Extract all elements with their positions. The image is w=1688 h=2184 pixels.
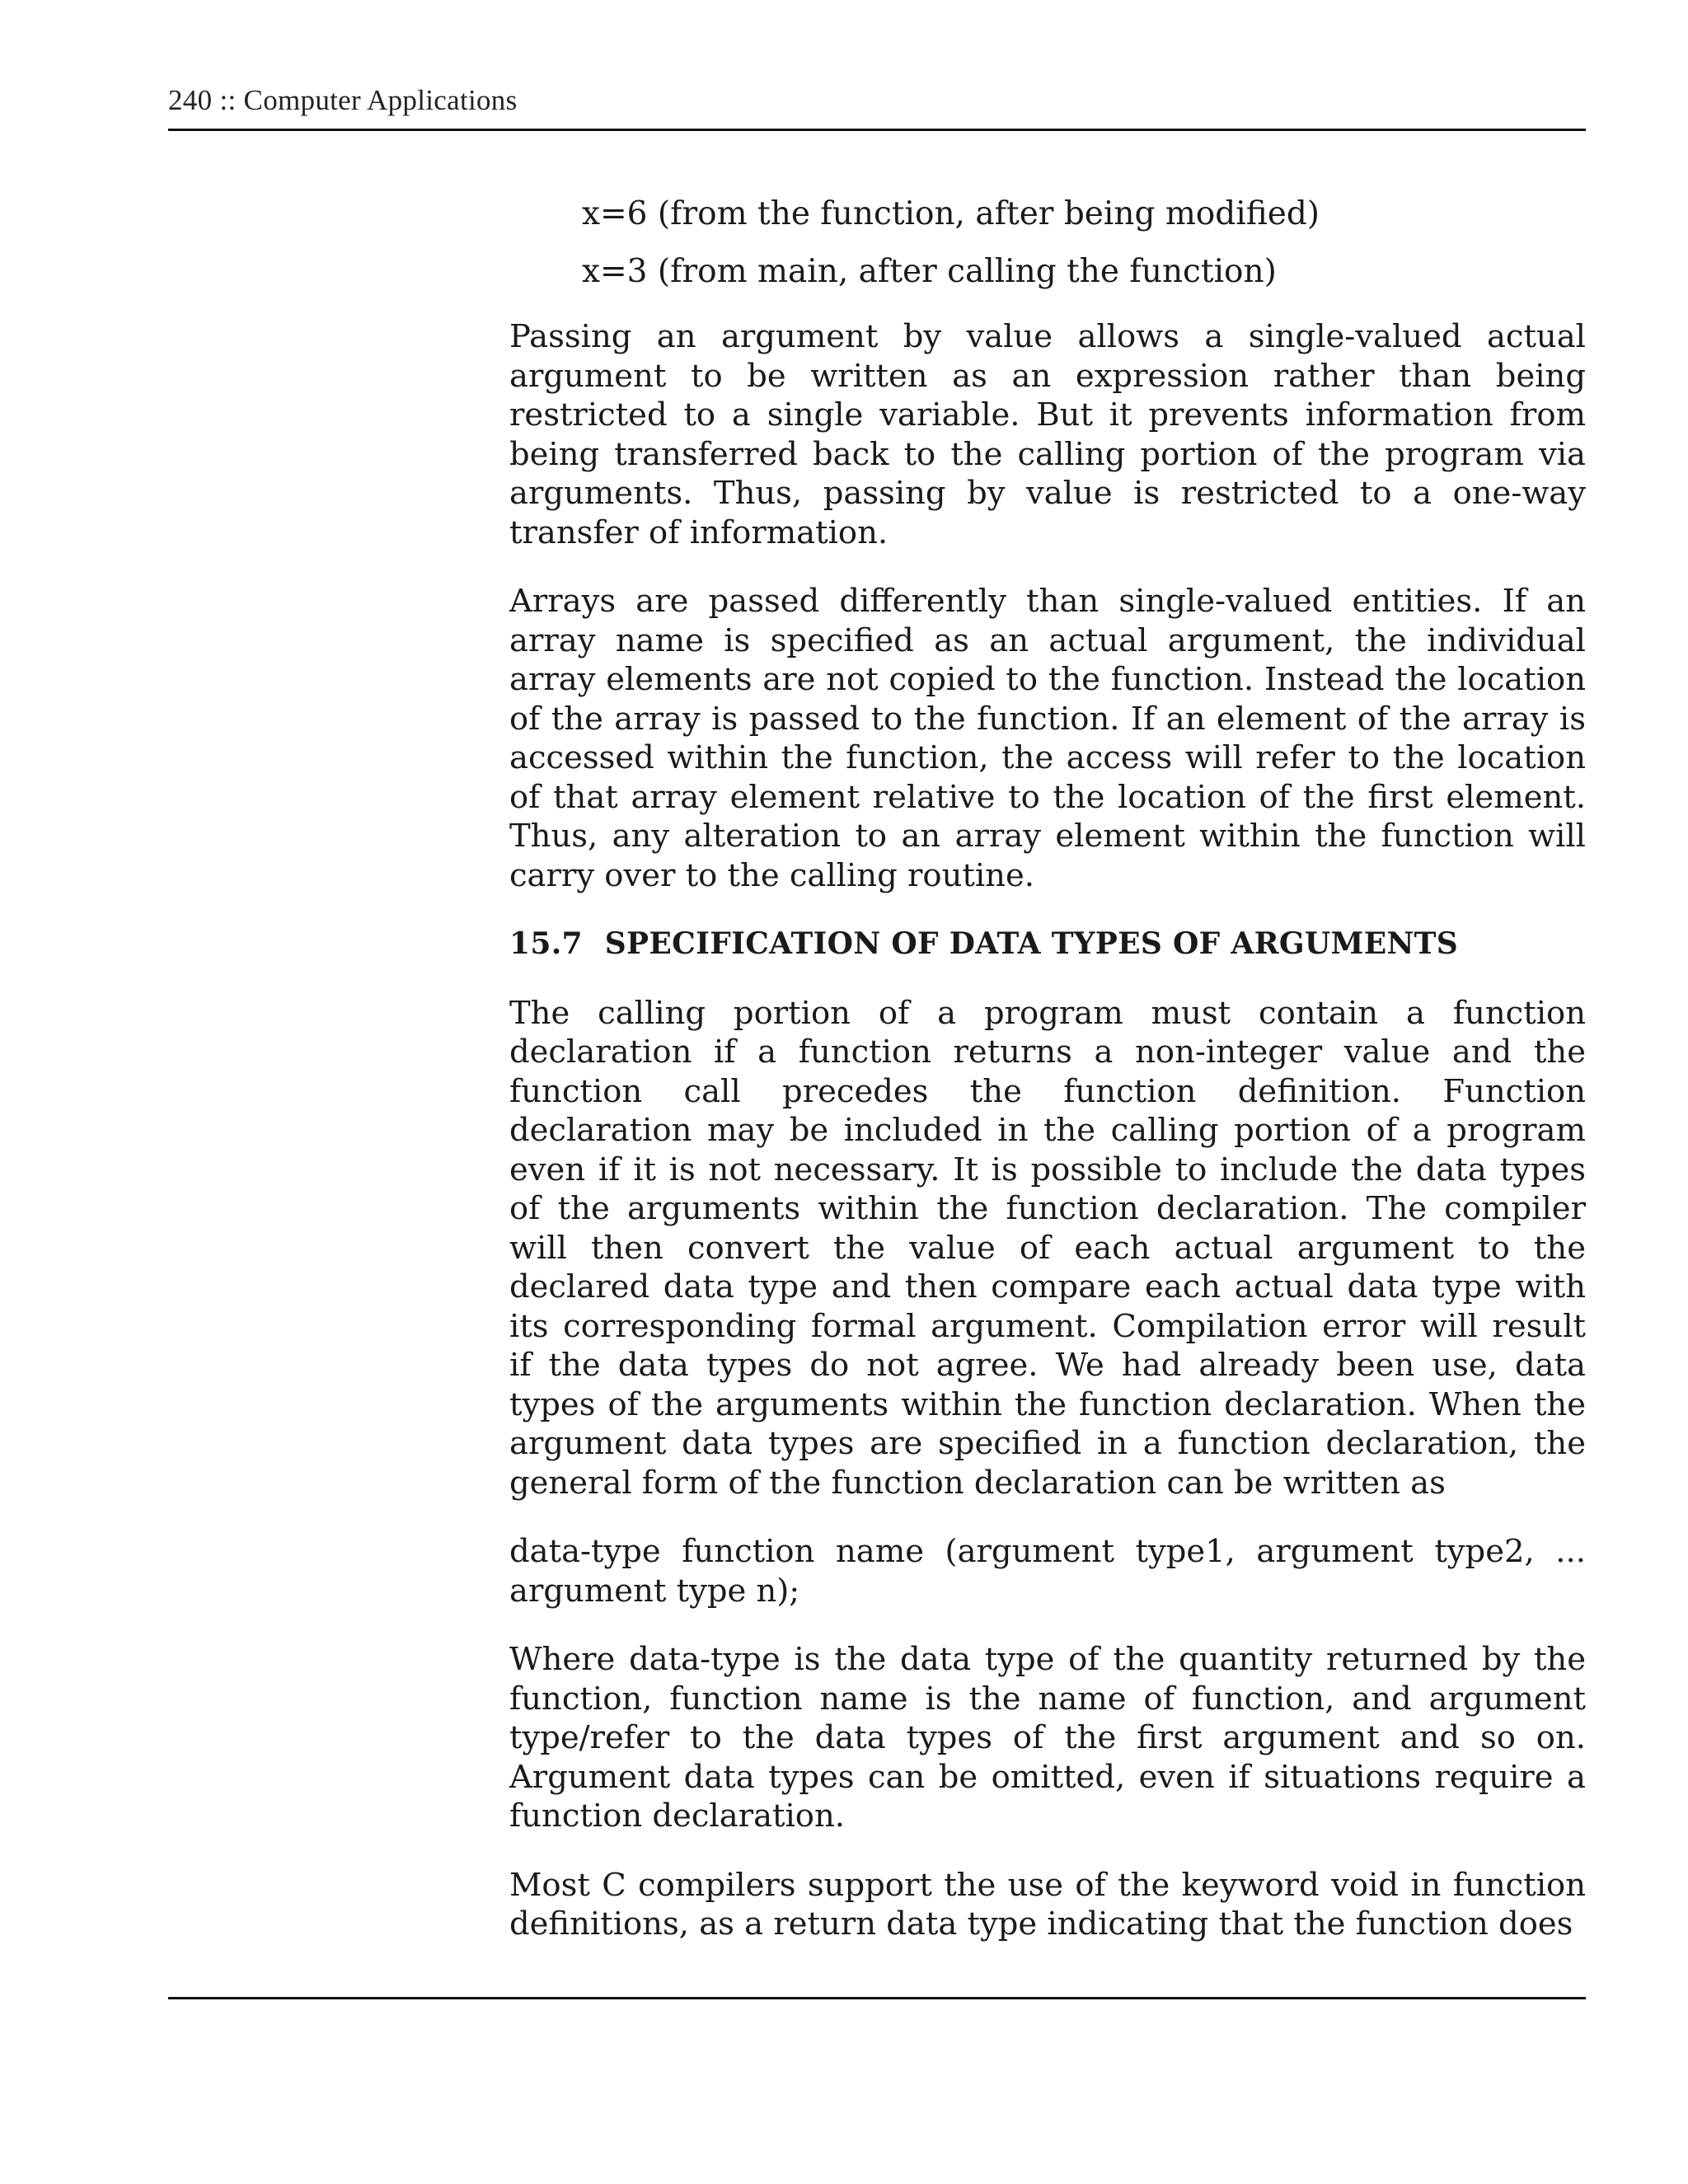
paragraph-arrays: Arrays are passed differently than single-valued entities. If an array name is specified as an actual argument, the individual array elements are not copied to the function. Instead the location of the array is passed to the function. If an element of the array is accessed within the function, the access will refer to the location of that array element relative to the location of the first element. Thus, any alteration to an array element within the function will carry over to the calling routine. [509, 583, 1586, 894]
output-line: x=3 (from main, after calling the function) [582, 253, 1277, 290]
section-title: SPECIFICATION OF DATA TYPES OF ARGUMENTS [604, 926, 1459, 961]
paragraph-pass-by-value: Passing an argument by value allows a single-valued actual argument to be written as an expression rather than being restricted to a single variable. But it prevents information from being transferred back to the calling portion of the program via arguments. Thus, passing by value is restricted to a one-way transfer of information. [509, 318, 1586, 551]
paragraph-function-declaration: The calling portion of a program must contain a function declaration if a function returns a non-integer value and the function call precedes the function definition. Function declaration may be included in the calling portion of a program even if it is not necessary. It is possible to include the data types of the arguments within the function declaration. The compiler will then convert the value of each actual argument to the declared data type and then compare each actual data type with its corresponding formal argument. Compilation error will result if the data types do not agree. We had already been use, data types of the arguments within the function declaration. When the argument data types are specified in a function declaration, the general form of the function declaration can be written as [509, 994, 1586, 1502]
header-rule [168, 129, 1586, 131]
section-heading [509, 925, 1586, 964]
running-head: 240 :: Computer Applications [168, 84, 518, 116]
page-body [509, 185, 1586, 1944]
section-number: 15.7 [509, 926, 583, 961]
paragraph-where-data-type: Where data-type is the data type of the quantity returned by the function, function name is the name of function, and argument type/refer to the data types of the first argument and so on. Argument data types can be omitted, even if situations require a function declaration. [509, 1641, 1586, 1835]
footer-rule [168, 1997, 1586, 1999]
output-line: x=6 (from the function, after being modified) [582, 195, 1320, 232]
paragraph-void-keyword: Most C compilers support the use of the keyword void in function definitions, as a return data type indicating that the function does [509, 1866, 1586, 1943]
paragraph-general-form: data-type function name (argument type1, argument type2, ... argument type n); [509, 1533, 1586, 1610]
